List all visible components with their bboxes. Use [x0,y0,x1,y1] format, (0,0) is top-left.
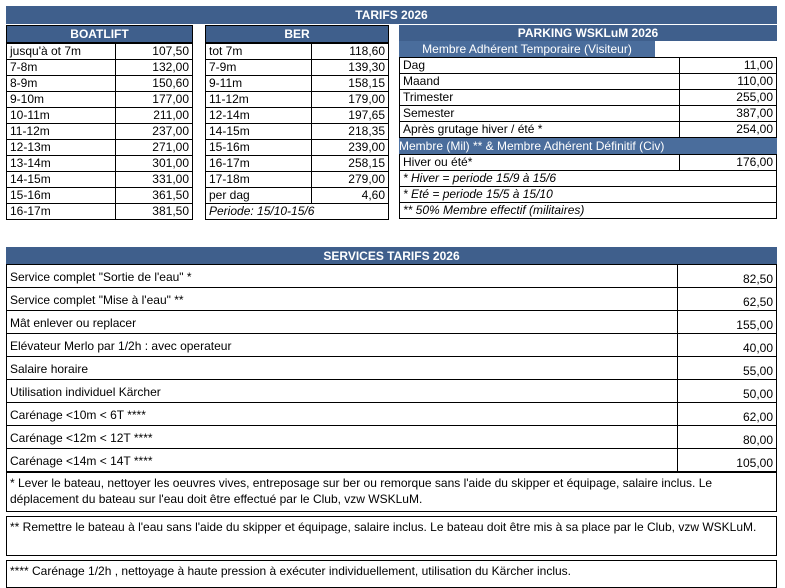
service-row-label: Service complet "Mise à l'eau" ** [7,288,678,311]
boatlift-row [7,44,193,60]
parking-row-value: 254,00 [680,122,777,138]
service-row-value: 40,00 [678,334,777,357]
parking-sub1: Membre Adhérent Temporaire (Visiteur) [399,41,655,57]
boatlift-row-value: 211,00 [116,108,193,124]
boatlift-row-value: 107,50 [116,44,193,60]
parking-row-label: Maand [400,74,680,90]
boatlift-row [7,76,193,92]
service-row [7,311,777,334]
boatlift-row-label: 15-16m [7,188,116,204]
ber-period-row [206,204,389,220]
parking-note: * Hiver = periode 15/9 à 15/6 [400,171,777,187]
parking-section [399,25,777,219]
service-row [7,426,777,449]
service-row-label: Carénage <12m < 12T **** [7,426,678,449]
service-row-label: Carénage <14m < 14T **** [7,449,678,472]
service-row [7,334,777,357]
ber-row-label: tot 7m [206,44,312,60]
services-note-3: **** Carénage 1/2h , nettoyage à haute pression à exécuter individuellement, utilisation du Kärcher inclus. [6,560,777,588]
service-row-value: 155,00 [678,311,777,334]
ber-section [205,25,389,220]
boatlift-row-label: 14-15m [7,172,116,188]
boatlift-row-label: 9-10m [7,92,116,108]
service-row [7,380,777,403]
ber-row-label: 15-16m [206,140,312,156]
parking-note-row [400,171,777,187]
boatlift-row [7,172,193,188]
ber-row-value: 4,60 [312,188,389,204]
boatlift-row-label: 8-9m [7,76,116,92]
boatlift-row [7,188,193,204]
parking-row-label: Hiver ou été* [400,155,680,171]
boatlift-row [7,140,193,156]
boatlift-row-label: 13-14m [7,156,116,172]
boatlift-row [7,92,193,108]
parking-row-value: 255,00 [680,90,777,106]
service-row-value: 50,00 [678,380,777,403]
boatlift-section [6,25,193,220]
boatlift-row-value: 381,50 [116,204,193,220]
tarifs-title: TARIFS 2026 [6,6,777,24]
parking-note-row [400,203,777,219]
ber-row-value: 258,15 [312,156,389,172]
parking-header: PARKING WSKLuM 2026 [399,25,777,41]
parking-note: * Eté = periode 15/5 à 15/10 [400,187,777,203]
ber-row [206,124,389,140]
parking-sub2: Membre (Mil) ** & Membre Adhérent Définitif (Civ) [399,138,777,154]
parking-row-value: 11,00 [680,58,777,74]
boatlift-row-value: 361,50 [116,188,193,204]
boatlift-row-value: 237,00 [116,124,193,140]
ber-row-value: 218,35 [312,124,389,140]
boatlift-row [7,108,193,124]
service-row [7,449,777,472]
boatlift-header: BOATLIFT [6,25,193,43]
ber-row-value: 158,15 [312,76,389,92]
ber-row [206,76,389,92]
parking-row [400,155,777,171]
ber-row [206,108,389,124]
boatlift-row [7,124,193,140]
services-section [6,247,777,588]
services-note-2: ** Remettre le bateau à l'eau sans l'aide du skipper et équipage, salaire inclus. Le bateau doit être mis à sa place par le Club, vzw WSKLuM. [6,516,777,556]
ber-table [205,43,389,220]
boatlift-row-label: 16-17m [7,204,116,220]
boatlift-row-value: 132,00 [116,60,193,76]
ber-row-label: 12-14m [206,108,312,124]
parking-note: ** 50% Membre effectif (militaires) [400,203,777,219]
ber-row [206,172,389,188]
boatlift-row-value: 331,00 [116,172,193,188]
service-row-value: 55,00 [678,357,777,380]
ber-row [206,140,389,156]
ber-row-label: per dag [206,188,312,204]
service-row-label: Mât enlever ou replacer [7,311,678,334]
boatlift-row-value: 301,00 [116,156,193,172]
parking-row [400,58,777,74]
ber-row-value: 197,65 [312,108,389,124]
services-table [6,264,777,472]
boatlift-row-value: 177,00 [116,92,193,108]
boatlift-row [7,204,193,220]
boatlift-row-label: 10-11m [7,108,116,124]
service-row-label: Carénage <10m < 6T **** [7,403,678,426]
boatlift-row-value: 150,60 [116,76,193,92]
ber-row [206,60,389,76]
service-row-value: 62,50 [678,288,777,311]
services-note-1: * Lever le bateau, nettoyer les oeuvres vives, entreposage sur ber ou remorque sans l'aide du skipper et équipage, salaire inclus. Le déplacement du bateau sur l'eau doit être effectué par le Club, vzw WSKLuM. [6,472,777,512]
ber-row-label: 7-9m [206,60,312,76]
parking-row [400,122,777,138]
service-row-value: 62,00 [678,403,777,426]
boatlift-row-label: jusqu'à ot 7m [7,44,116,60]
service-row-value: 105,00 [678,449,777,472]
ber-row-label: 9-11m [206,76,312,92]
parking-row-value: 387,00 [680,106,777,122]
service-row [7,357,777,380]
service-row-label: Elévateur Merlo par 1/2h : avec operateur [7,334,678,357]
ber-row-value: 139,30 [312,60,389,76]
boatlift-row [7,156,193,172]
parking-row-label: Dag [400,58,680,74]
service-row [7,265,777,288]
service-row [7,288,777,311]
ber-row-value: 239,00 [312,140,389,156]
parking-row [400,90,777,106]
parking-row-value: 110,00 [680,74,777,90]
parking-note-row [400,187,777,203]
parking-row [400,106,777,122]
boatlift-row-value: 271,00 [116,140,193,156]
ber-row-label: 17-18m [206,172,312,188]
parking-row-label: Trimester [400,90,680,106]
service-row-label: Salaire horaire [7,357,678,380]
ber-row-value: 118,60 [312,44,389,60]
ber-row-value: 179,00 [312,92,389,108]
parking-row-value: 176,00 [680,155,777,171]
parking-table-2 [399,154,777,219]
parking-row-label: Semester [400,106,680,122]
boatlift-row [7,60,193,76]
parking-row [400,74,777,90]
service-row-value: 82,50 [678,265,777,288]
parking-row-label: Après grutage hiver / été * [400,122,680,138]
ber-row-label: 11-12m [206,92,312,108]
ber-row [206,156,389,172]
ber-row [206,188,389,204]
service-row-value: 80,00 [678,426,777,449]
parking-table [399,57,777,138]
ber-header: BER [205,25,389,43]
boatlift-row-label: 11-12m [7,124,116,140]
boatlift-row-label: 12-13m [7,140,116,156]
ber-period: Periode: 15/10-15/6 [206,204,389,220]
boatlift-row-label: 7-8m [7,60,116,76]
service-row-label: Utilisation individuel Kärcher [7,380,678,403]
services-title: SERVICES TARIFS 2026 [6,247,777,264]
service-row-label: Service complet "Sortie de l'eau" * [7,265,678,288]
boatlift-table [6,43,193,220]
ber-row-label: 16-17m [206,156,312,172]
ber-row [206,44,389,60]
ber-row-value: 279,00 [312,172,389,188]
service-row [7,403,777,426]
ber-row-label: 14-15m [206,124,312,140]
ber-row [206,92,389,108]
